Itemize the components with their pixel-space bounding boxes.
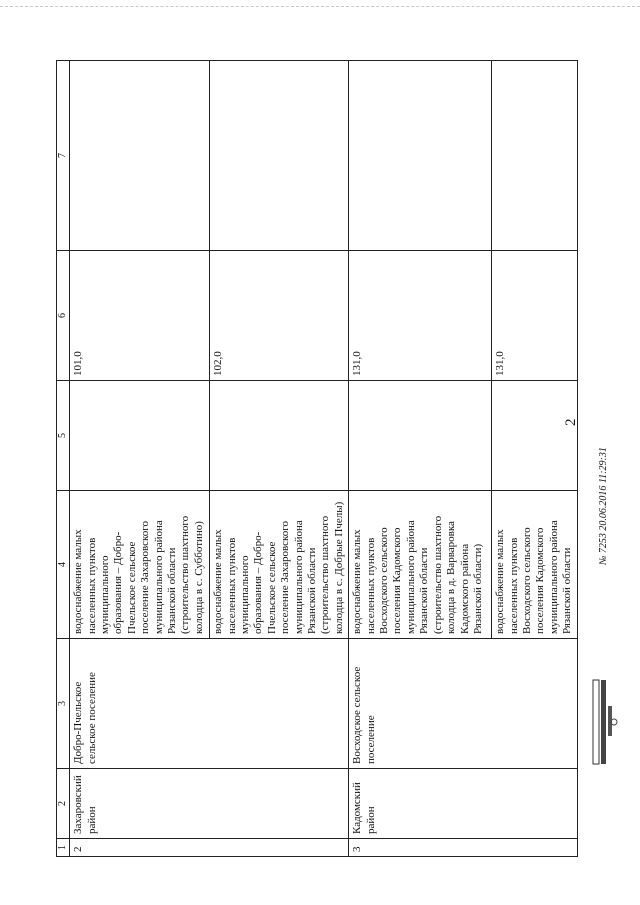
- header-col-7: 7: [57, 61, 70, 251]
- settlement-cell: Восходское сельское поселение: [349, 639, 577, 769]
- col5-cell: [492, 381, 577, 491]
- header-col-4: 4: [57, 491, 70, 639]
- object-cell: водоснабжение малых населенных пунктов муниципального образования – Добро-Пчельское сельское поселение Захаровского муниципального района Рязанской области (строительство шахтного колодца в с. Субботино): [70, 491, 210, 639]
- object-cell: водоснабжение малых населенных пунктов муниципального образования – Добро-Пчельское сельское поселение Захаровского муниципального района Рязанской области (строительство шахтного колодца в с. Добрые Пчелы): [210, 491, 349, 639]
- registry-logo-icon: [589, 676, 619, 768]
- object-cell: водоснабжение малых населенных пунктов Восходского сельского поселения Кадомского муниципального района Рязанской области (строительство шахтного колодца в д. Варваровка Кадомского района Рязанской области): [349, 491, 492, 639]
- page-number: 2: [563, 418, 579, 426]
- district-cell: Захаровский район: [70, 769, 349, 839]
- row-number: 2: [70, 839, 349, 857]
- header-row: [57, 61, 70, 857]
- col5-cell: [349, 381, 492, 491]
- object-cell: водоснабжение малых населенных пунктов Восходского сельского поселения Кадомского муниципального района Рязанской области: [492, 491, 577, 639]
- header-col-1: 1: [57, 839, 70, 857]
- table-row: [70, 61, 210, 857]
- col7-cell: [210, 61, 349, 251]
- header-col-2: 2: [57, 769, 70, 839]
- document-table-rotated: [56, 61, 576, 857]
- settlement-cell: Добро-Пчельское сельское поселение: [70, 639, 349, 769]
- amount-cell: 102,0: [210, 251, 349, 381]
- registration-stamp: № 7253 20.06.2016 11:29:31: [598, 447, 609, 565]
- col5-cell: [210, 381, 349, 491]
- amount-cell: 131,0: [492, 251, 577, 381]
- col7-cell: [492, 61, 577, 251]
- col7-cell: [70, 61, 210, 251]
- budget-table: [56, 60, 578, 857]
- scan-edge-line: [0, 6, 640, 8]
- amount-cell: 101,0: [70, 251, 210, 381]
- header-col-3: 3: [57, 639, 70, 769]
- amount-cell: 131,0: [349, 251, 492, 381]
- table-row: [349, 61, 492, 857]
- col7-cell: [349, 61, 492, 251]
- col5-cell: [70, 381, 210, 491]
- row-number: 3: [349, 839, 577, 857]
- header-col-6: 6: [57, 251, 70, 381]
- header-col-5: 5: [57, 381, 70, 491]
- district-cell: Кадомский район: [349, 769, 577, 839]
